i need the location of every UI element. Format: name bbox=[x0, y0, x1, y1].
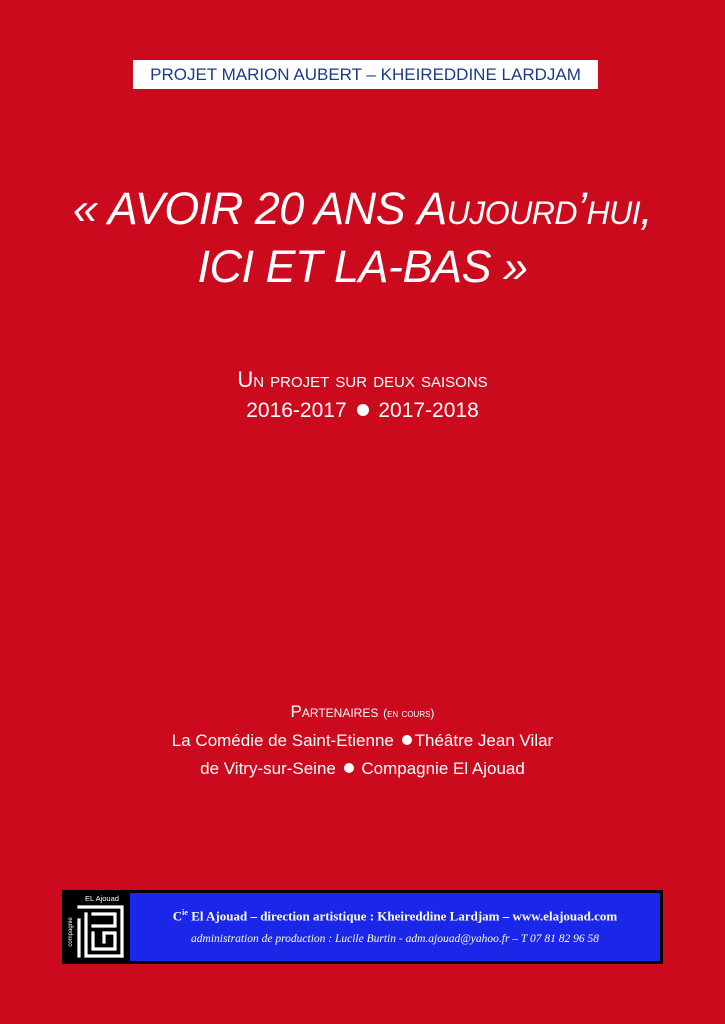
company-line bbox=[130, 908, 660, 924]
bullet-icon bbox=[357, 404, 369, 416]
main-title-smallcaps: Aujourd’hui, bbox=[417, 183, 653, 234]
partners-heading bbox=[0, 698, 725, 727]
logo-side-text: compagnie bbox=[68, 917, 74, 947]
partners-section bbox=[0, 698, 725, 783]
footer bbox=[62, 890, 663, 964]
partner-compagnie: Compagnie El Ajouad bbox=[361, 759, 525, 778]
partners-heading-note: (en cours) bbox=[383, 706, 435, 720]
season-1: 2016-2017 bbox=[246, 399, 347, 422]
bullet-icon bbox=[344, 763, 354, 773]
bullet-icon bbox=[402, 735, 412, 745]
footer-info bbox=[130, 893, 660, 961]
partners-line-1 bbox=[0, 727, 725, 755]
main-title-line-2: ICI ET LA-BAS » bbox=[197, 241, 528, 292]
subtitle-text: Un projet sur deux saisons bbox=[237, 367, 488, 392]
admin-line: administration de production : Lucile Burtin - adm.ajouad@yahoo.fr – T 07 81 82 96 58 bbox=[191, 933, 599, 945]
company-logo bbox=[62, 890, 130, 964]
company-details: El Ajouad – direction artistique : Kheireddine Lardjam – www.elajouad.com bbox=[187, 908, 618, 924]
partner-theatre: Théâtre Jean Vilar bbox=[414, 731, 554, 750]
project-banner: PROJET MARION AUBERT – KHEIREDDINE LARDJAM bbox=[133, 60, 598, 89]
partner-theatre-location: de Vitry-sur-Seine bbox=[200, 759, 336, 778]
partners-line-2 bbox=[0, 755, 725, 783]
season-2: 2017-2018 bbox=[378, 399, 479, 422]
subtitle bbox=[0, 364, 725, 426]
main-title bbox=[0, 180, 725, 296]
logo-top-text: EL Ajouad bbox=[85, 894, 119, 903]
seasons bbox=[0, 395, 725, 426]
main-title-line-1 bbox=[0, 180, 725, 238]
company-sup: ie bbox=[182, 908, 188, 917]
partners-heading-text: Partenaires bbox=[290, 702, 379, 721]
company-prefix: C bbox=[172, 908, 183, 924]
main-title-part: « AVOIR 20 ANS bbox=[72, 183, 418, 234]
partner-comedie: La Comédie de Saint-Etienne bbox=[171, 731, 394, 750]
